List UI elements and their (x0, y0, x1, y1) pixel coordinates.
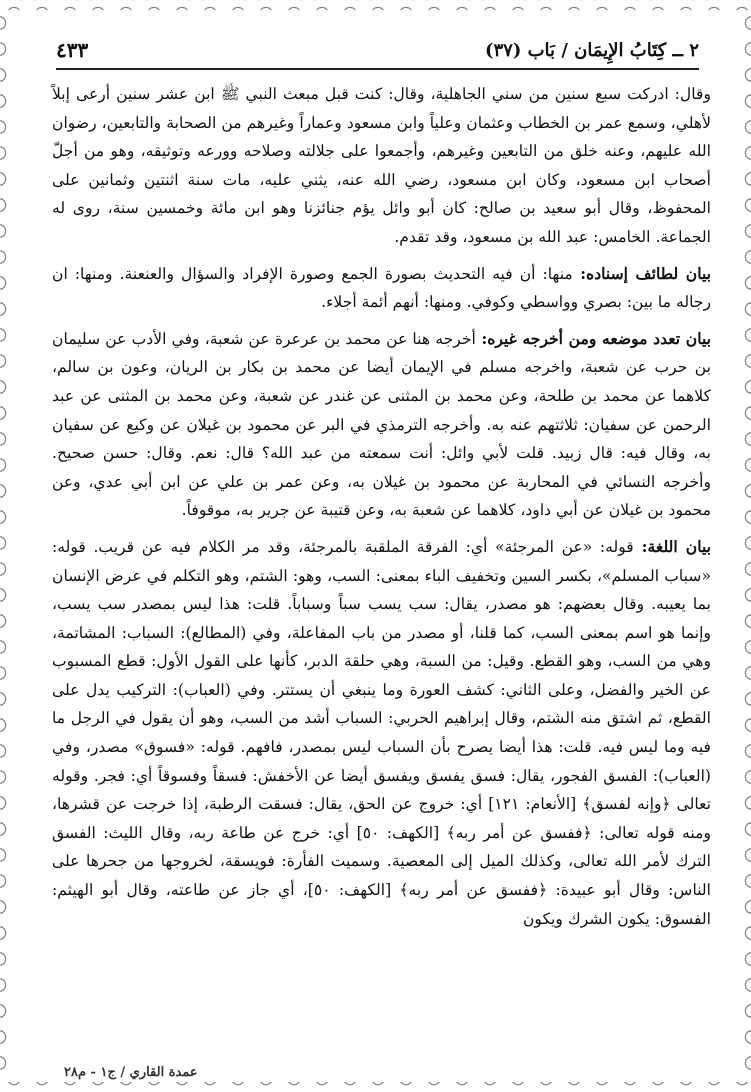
paragraph-text: قوله: «عن المرجئة» أي: الفرقة الملقبة بالمرجئة، وقد مر الكلام فيه عن قريب. قوله: «سباب المسلم»، بكسر السين وتخفيف الباء بمعنى: السب، وهو: الشتم، وهو التكلم في عرض الإنسان بما يعيبه. وقال بعضهم: هو مصدر، يقال: سب يسب سباً وسباباً. قلت: هذا ليس بمصدر سب يسب، وإنما هو اسم بمعنى السب، كما قلنا، أو مصدر من باب المفاعلة، وفي (المطالع): السباب: المشاتمة، وهي من السب، وهو القطع. وقيل: من السبة، وهي حلقة الدبر، كأنها على القول الأول: قطع المسبوب عن الخير والفضل، وعلى الثاني: كشف العورة وما ينبغي أن يستتر. وفي (العباب): التركيب يدل على القطع، ثم اشتق منه الشتم، وقال إبراهيم الحربي: السباب أشد من السب، وهو أن يقول في الرجل ما فيه وما ليس فيه. قلت: هذا أيضا يصرح بأن السباب ليس بمصدر، فافهم. قوله: «فسوق» مصدر، وفي (العباب): الفسق الفجور، يقال: فسق يفسق ويفسق أيضا عن الأخفش: فسقاً وفسوقاً أي: فجر. وقوله تعالى ﴿وإنه لفسق﴾ [الأنعام: ١٢١] أي: خروج عن الحق، يقال: فسقت الرطبة، إذا خرجت عن قشرها، ومنه قوله تعالى: ﴿ففسق عن أمر ربه﴾ [الكهف: ٥٠] أي: خرج عن طاعة ربه، وقال الليث: الفسق الترك لأمر الله تعالى، وكذلك الميل إلى المعصية. وسميت الفأرة: فويسقة، لخروجها من جحرها على الناس: وقال أبو عبيدة: ﴿ففسق عن أمر ربه﴾ [الكهف: ٥٠]، أي جاز عن طاعته، وقال أبو الهيثم: الفسوق: يكون الشرك ويكون (52, 537, 711, 928)
paragraph (52, 80, 711, 252)
paragraph-heading: بيان تعدد موضعه ومن أخرجه غيره: (475, 328, 711, 348)
paragraph-heading: بيان لطائف إسناده: (572, 263, 711, 283)
running-header (56, 32, 699, 70)
chapter-title: ٢ ــ كِتَابُ الإِيمَان / بَاب (٣٧) (484, 39, 699, 61)
ornamental-border-right (741, 10, 751, 1082)
page-number: ٤٣٣ (56, 38, 89, 62)
ornamental-border-bottom (0, 1082, 751, 1092)
paragraph (52, 325, 711, 525)
paragraph (52, 533, 711, 933)
body-text (52, 80, 711, 933)
ornamental-border-top (0, 0, 751, 10)
paragraph (52, 260, 711, 317)
paragraph-text: أخرجه هنا عن محمد بن عرعرة عن شعبة، وفي الأدب عن سليمان بن حرب عن شعبة، واخرجه مسلم في الإيمان أيضا عن محمد بن بكار بن الريان، وعون بن سالم، كلاهما عن محمد بن طلحة، وعن محمد بن المثنى عن غندر عن شعبة، وعن محمد بن المثنى عن عبد الرحمن عن سفيان: ثلاثتهم عنه به. وأخرجه الترمذي في البر عن محمود بن غيلان عن وكيع عن سفيان به، وقال فيه: قال زبيد. قلت لأبي وائل: أنت سمعته من عبد الله؟ قال: نعم. وقال: حسن صحيح. وأخرجه النسائي في المحاربة عن محمود بن غيلان به، وعن عمر بن علي عن ابن أبي عدي، وعن محمود بن غيلان عن أبي داود، كلاهما عن شعبة به، وعن قتيبة عن جرير به، موقوفاً. (52, 329, 711, 520)
paragraph-heading: بيان اللغة: (633, 536, 711, 556)
ornamental-border-left (0, 10, 10, 1082)
paragraph-text: منها: أن فيه التحديث بصورة الجمع وصورة الإفراد والسؤال والعنعنة. ومنها: ان رجاله ما بين: بصري وواسطي وكوفي. ومنها: أنهم أئمة أجلاء. (52, 264, 711, 312)
paragraph-text: وقال: ادركت سبع سنين من سني الجاهلية، وقال: كنت قبل مبعث النبي ﷺ ابن عشر سنين أرعى إبلاً لأهلي، وسمع عمر بن الخطاب وعثمان وعلياً وابن مسعود وعماراً وغيرهم من الصحابة والتابعين، رضوان الله عليهم، وعنه خلق من التابعين وغيرهم، وأجمعوا على جلالته وصلاحه وورعه وتوثيقه، وهو من أجلّ أصحاب ابن مسعود، وكان ابن مسعود، رضي الله عنه، يثني عليه، مات سنة اثنتين وثمانين على المحفوظ، وقال أبو سعيد بن صالح: كان أبو وائل يؤم جنائزنا وهو ابن مائة وخمسين سنة، روى له الجماعة. الخامس: عبد الله بن مسعود، وقد تقدم. (52, 85, 711, 246)
footer-signature: عمدة القاري / ج١ - م٢٨ (60, 1065, 202, 1080)
